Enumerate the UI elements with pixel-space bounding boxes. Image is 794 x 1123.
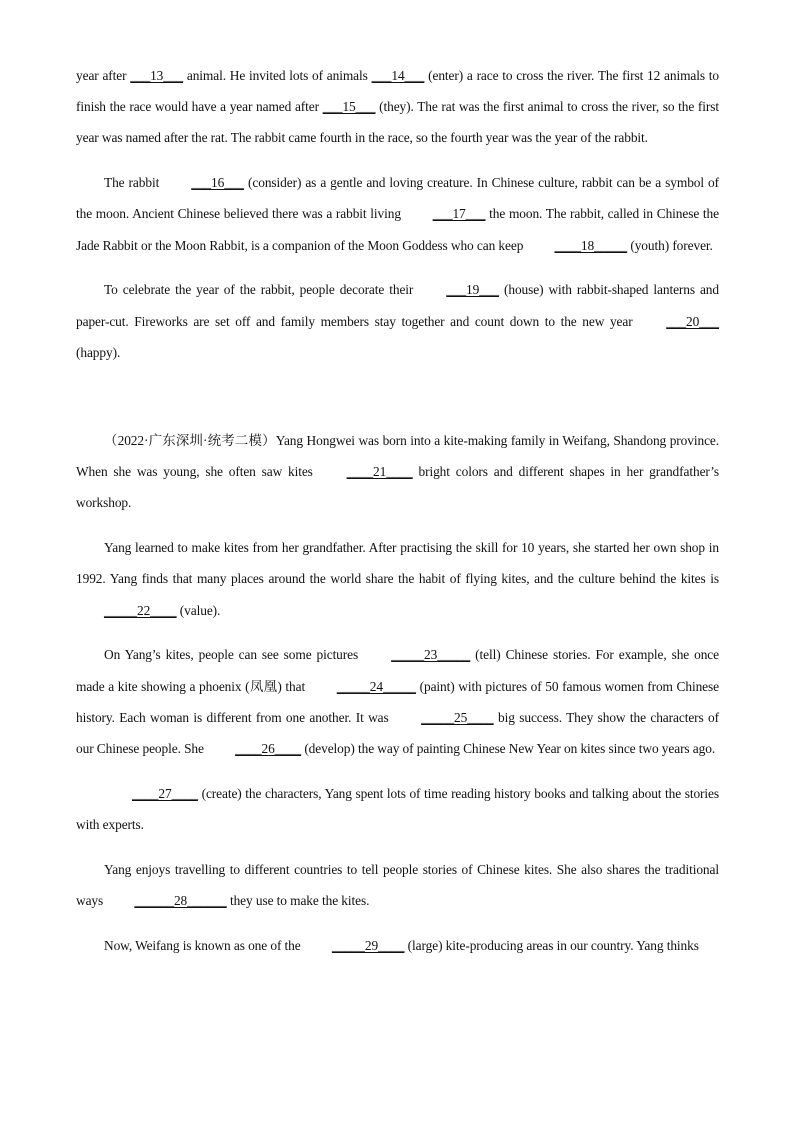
blank-25[interactable]: _____25____ bbox=[421, 709, 494, 725]
text: animal. He invited lots of animals bbox=[183, 68, 372, 83]
text: Now, Weifang is known as one of the bbox=[104, 937, 304, 953]
paragraph-zodiac-race bbox=[76, 60, 719, 154]
paragraph-travelling bbox=[76, 854, 719, 916]
blank-15[interactable]: ___15___ bbox=[322, 99, 376, 115]
paragraph-celebrate bbox=[76, 274, 719, 368]
text: （2022·广东深圳·统考二模）Yang Hongwei was born into a kite-making family in Weifang, Shandong province. When she was young, she often saw kites bbox=[76, 433, 719, 480]
blank-14[interactable]: ___14___ bbox=[371, 68, 425, 83]
text: (tell) Chinese stories. For example, she once made a kite showing a phoenix (凤凰) that bbox=[76, 647, 719, 694]
blank-19[interactable]: ___19___ bbox=[446, 282, 500, 298]
text: (create) the characters, Yang spent lots of time reading history books and talking about the stories with experts. bbox=[76, 785, 719, 833]
paragraph-create-characters bbox=[76, 778, 719, 840]
text: (house) with rabbit-shaped lanterns and paper-cut. Fireworks are set off and family members stay together and count down to the new year bbox=[76, 282, 719, 329]
text: (develop) the way of painting Chinese New Year on kites since two years ago. bbox=[301, 741, 716, 757]
text: (paint) with pictures of 50 famous women from Chinese history. Each woman is different from one another. It was bbox=[76, 678, 719, 725]
text: the moon. The rabbit, called in Chinese the Jade Rabbit or the Moon Rabbit, is a companion of the Moon Goddess who can keep bbox=[76, 206, 719, 253]
blank-18[interactable]: ____18_____ bbox=[554, 237, 628, 253]
paragraph-spacer bbox=[76, 840, 719, 854]
text: (enter) a race to cross the river. The first 12 animals to finish the race would have a year named after bbox=[76, 68, 720, 115]
text: Yang learned to make kites from her grandfather. After practising the skill for 10 years, she started her own shop in 1992. Yang finds that many places around the world share the habit of flying kites, and the culture behind the kites is bbox=[76, 540, 719, 587]
paragraph-yang-intro bbox=[76, 425, 719, 519]
text: (happy). bbox=[76, 344, 121, 360]
blank-28[interactable]: ______28______ bbox=[134, 893, 227, 909]
blank-23[interactable]: _____23_____ bbox=[391, 647, 471, 663]
blank-22[interactable]: _____22____ bbox=[104, 602, 177, 618]
paragraph-spacer bbox=[76, 916, 719, 930]
text: (value). bbox=[176, 602, 221, 618]
text: The rabbit bbox=[104, 175, 164, 191]
paragraph-rabbit-symbol bbox=[76, 167, 719, 261]
text: bright colors and different shapes in her grandfather’s workshop. bbox=[76, 464, 720, 511]
text: (youth) forever. bbox=[627, 237, 713, 253]
text: year after bbox=[76, 68, 131, 83]
blank-24[interactable]: _____24_____ bbox=[336, 678, 416, 694]
blank-29[interactable]: _____29____ bbox=[331, 937, 405, 953]
blank-26[interactable]: ____26____ bbox=[235, 741, 302, 757]
paragraph-weifang bbox=[76, 930, 719, 961]
blank-27[interactable]: ____27____ bbox=[132, 785, 198, 801]
text: they use to make the kites. bbox=[226, 893, 370, 909]
blank-16[interactable]: ___16___ bbox=[191, 175, 244, 191]
text: big success. They show the characters of our Chinese people. She bbox=[76, 709, 719, 757]
blank-20[interactable]: ___20___ bbox=[666, 313, 719, 329]
text: To celebrate the year of the rabbit, people decorate their bbox=[104, 282, 419, 298]
blank-21[interactable]: ____21____ bbox=[346, 464, 413, 480]
text: (large) kite-producing areas in our country. Yang thinks bbox=[404, 937, 699, 953]
text: (they). The rat was the first animal to cross the river, so the first year was named after the rat. The rabbit came fourth in the race, so the fourth year was the year of the rabbit. bbox=[76, 99, 719, 146]
paragraph-spacer bbox=[76, 261, 719, 275]
text: (consider) as a gentle and loving creature. In Chinese culture, rabbit can be a symbol of the moon. Ancient Chinese believed there was a rabbit living bbox=[76, 175, 719, 222]
paragraph-yang-shop bbox=[76, 532, 719, 626]
paragraph-spacer bbox=[76, 154, 719, 168]
paragraph-spacer bbox=[76, 764, 719, 778]
text: Yang enjoys travelling to different countries to tell people stories of Chinese kites. She also shares the traditional ways bbox=[76, 861, 719, 909]
document-page bbox=[76, 60, 719, 961]
text: On Yang’s kites, people can see some pictures bbox=[104, 647, 364, 663]
blank-13[interactable]: ___13___ bbox=[130, 68, 184, 83]
paragraph-spacer bbox=[76, 626, 719, 640]
blank-17[interactable]: ___17___ bbox=[432, 206, 486, 222]
paragraph-spacer bbox=[76, 519, 719, 533]
section-spacer bbox=[76, 368, 719, 425]
paragraph-yang-kites bbox=[76, 639, 719, 764]
